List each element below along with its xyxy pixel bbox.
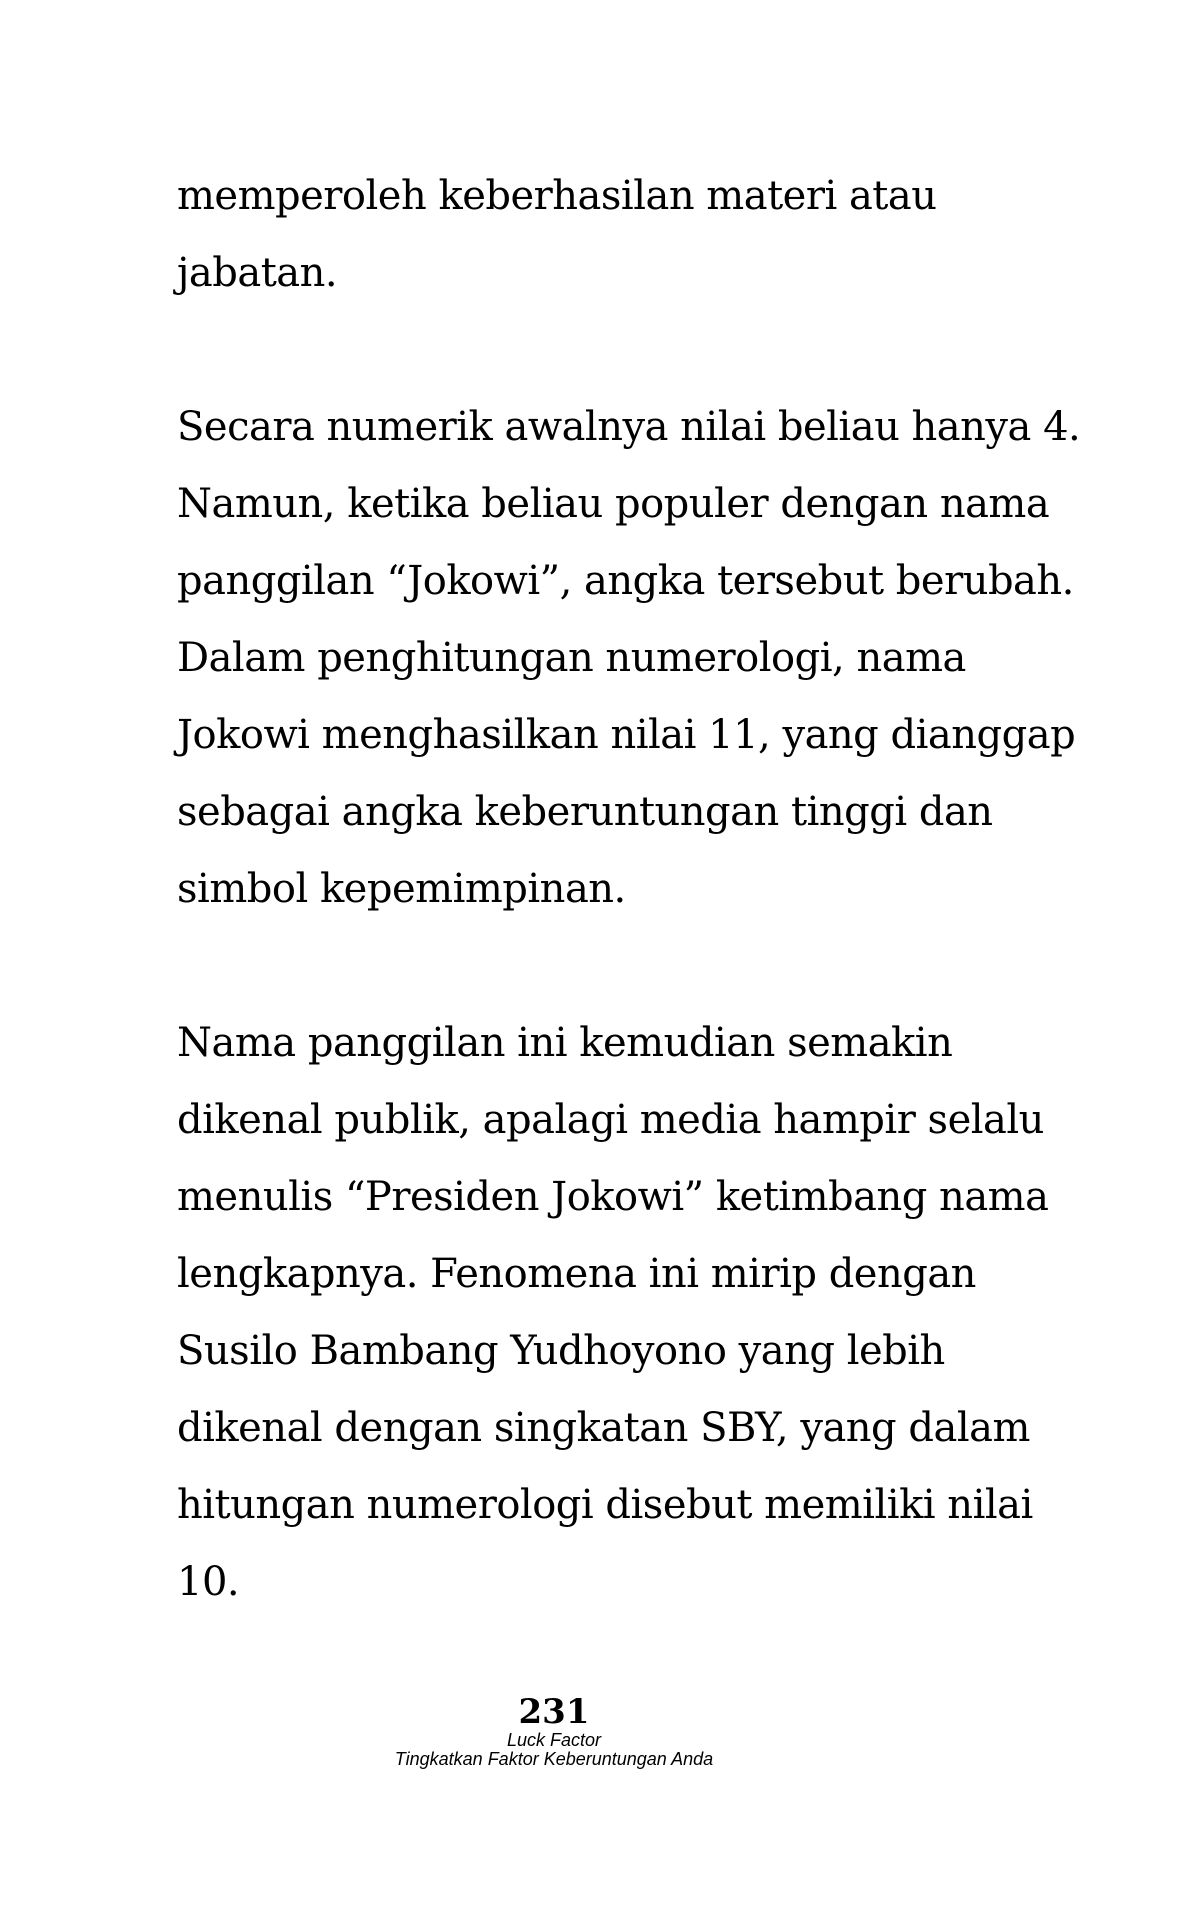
- text-line: Dalam penghitungan numerologi, nama: [177, 635, 966, 681]
- page-footer: [0, 1693, 1108, 1769]
- book-title: Luck Factor: [506, 1730, 602, 1750]
- text-line: 10.: [177, 1559, 240, 1605]
- text-line: panggilan “Jokowi”, angka tersebut berubah.: [177, 558, 1074, 604]
- text-line: lengkapnya. Fenomena ini mirip dengan: [177, 1251, 976, 1297]
- paragraph-3: [177, 1005, 1057, 1621]
- text-line: Susilo Bambang Yudhoyono yang lebih: [177, 1328, 945, 1374]
- text-line: Jokowi menghasilkan nilai 11, yang dianggap: [177, 712, 1076, 758]
- text-line: memperoleh keberhasilan materi atau: [177, 173, 937, 219]
- body-text: [177, 158, 1081, 1621]
- text-line: Nama panggilan ini kemudian semakin: [177, 1020, 953, 1066]
- text-line: simbol kepemimpinan.: [177, 866, 626, 912]
- book-subtitle: Tingkatkan Faktor Keberuntungan Anda: [394, 1749, 714, 1769]
- paragraph-2: [177, 389, 1081, 928]
- text-line: hitungan numerologi disebut memiliki nilai: [177, 1482, 1033, 1528]
- paragraph-gap: [177, 928, 1057, 1005]
- text-line: sebagai angka keberuntungan tinggi dan: [177, 789, 993, 835]
- text-line: Secara numerik awalnya nilai beliau hanya 4.: [177, 404, 1081, 450]
- text-line: dikenal publik, apalagi media hampir selalu: [177, 1097, 1044, 1143]
- text-line: menulis “Presiden Jokowi” ketimbang nama: [177, 1174, 1049, 1220]
- paragraph-1: [177, 158, 1057, 312]
- paragraph-gap: [177, 312, 1057, 389]
- text-line: jabatan.: [177, 250, 338, 296]
- text-line: Namun, ketika beliau populer dengan nama: [177, 481, 1050, 527]
- page-number: 231: [518, 1692, 590, 1732]
- text-line: dikenal dengan singkatan SBY, yang dalam: [177, 1405, 1030, 1451]
